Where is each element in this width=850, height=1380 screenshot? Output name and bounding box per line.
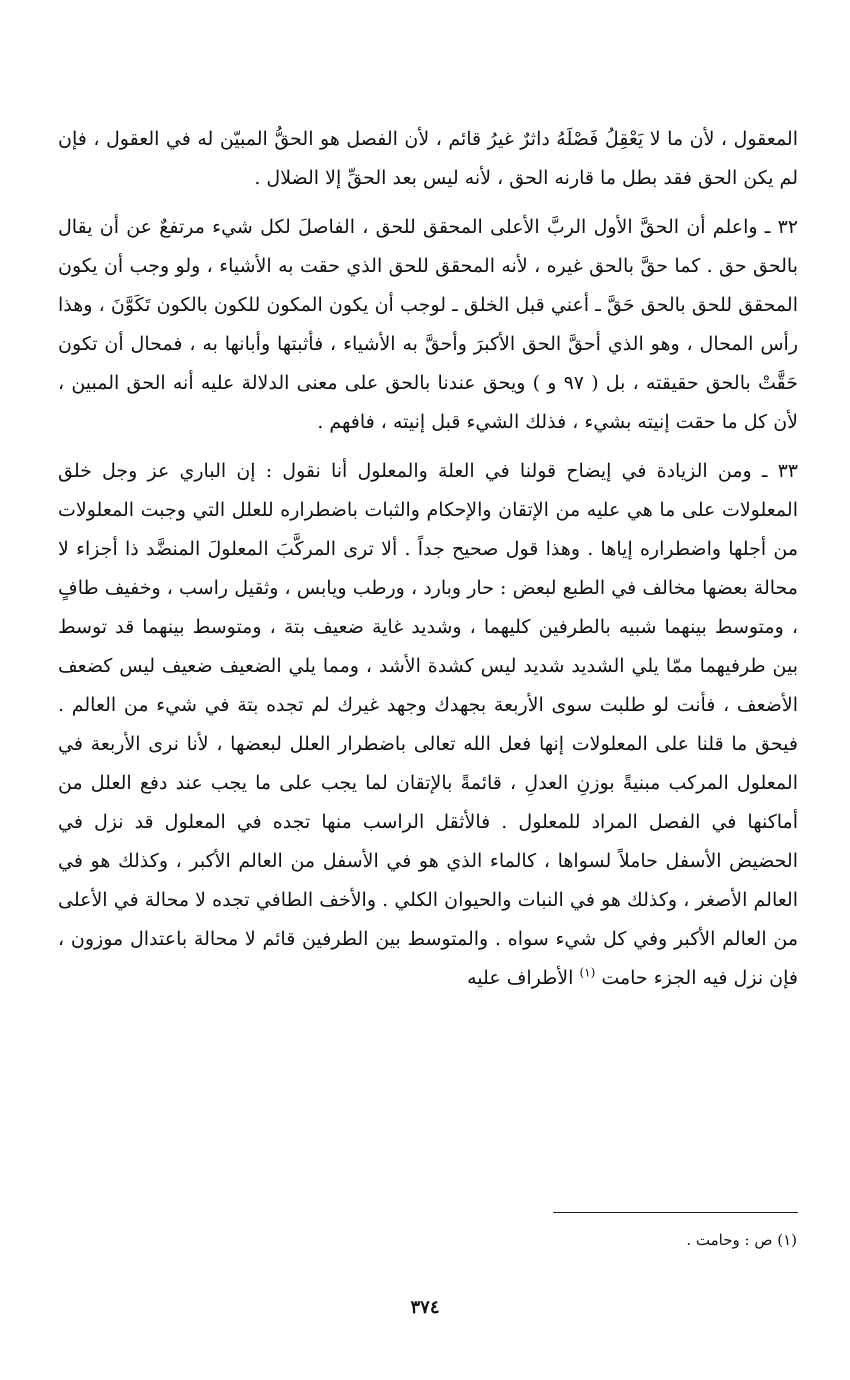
- main-text: [58, 120, 798, 1008]
- paragraph-33: [58, 452, 798, 998]
- page-number: ٣٧٤: [410, 1297, 440, 1318]
- paragraph-32: ٣٢ ـ واعلم أن الحقَّ الأول الربَّ الأعلى المحقق للحق ، الفاصلَ لكل شيء مرتفعٌ عن أن يقال بالحق حق . كما حقَّ بالحق غيره ، لأنه المحقق للحق الذي حقت به الأشياء ، ولو وجب أن يكون المحقق للحق بالحق حَقَّ ـ أعني قبل الخلق ـ لوجب أن يكون المكون للكون بالكون تَكَوَّنَ ، وهذا رأس المحال ، وهو الذي أحقَّ الحق الأكبرَ وأحقَّ به الأشياء ، فأثبتها وأبانها به ، فمحال أن تكون حَقَّتْ بالحق حقيقته ، بل ( ٩٧ و ) ويحق عندنا بالحق على معنى الدلالة عليه أنه الحق المبين ، لأن كل ما حقت إنيته بشيء ، فذلك الشيء قبل إنيته ، فافهم .: [58, 216, 798, 433]
- footnote-reference: (١): [579, 965, 596, 980]
- footnote: (١) ص : وحامت .: [686, 1231, 797, 1249]
- paragraph-33-tail: الأطراف عليه: [467, 967, 580, 989]
- paragraph-continuation: المعقول ، لأن ما لا يَعْقِلُ فَصْلَهُ داثرٌ غيرُ قائم ، لأن الفصل هو الحقُّ المبيّن له في العقول ، فإن لم يكن الحق فقد بطل ما قارنه الحق ، لأنه ليس بعد الحقِّ إلا الضلال .: [58, 128, 798, 189]
- footnote-divider: [553, 1212, 798, 1213]
- paragraph-33-text: ٣٣ ـ ومن الزيادة في إيضاح قولنا في العلة والمعلول أنا نقول : إن الباري عز وجل خلق المعلولات على ما هي عليه من الإتقان والإحكام والثبات باضطراره للعلل التي وجبت المعلولات من أجلها واضطراره إياها . وهذا قول صحيح جداً . ألا ترى المركَّبَ المعلولَ المنضَّد ذا أجزاء لا محالة بعضها مخالف في الطبع لبعض : حار وبارد ، ورطب ويابس ، وثقيل راسب ، وخفيف طافٍ ، ومتوسط بينهما شبيه بالطرفين كليهما ، وشديد غاية ضعيف بتة ، ومتوسط بينهما قد توسط بين طرفيهما ممّا يلي الشديد شديد ليس كشدة الأشد ، ومما يلي الضعيف ضعيف ليس كضعف الأضعف ، فأنت لو طلبت سوى الأربعة بجهدك وجهد غيرك لم تجده بتة في شيء من العالم . فيحق ما قلنا على المعلولات إنها فعل الله تعالى باضطرار العلل لبعضها ، لأنا نرى الأربعة في المعلول المركب مبنيةً بوزنِ العدلِ ، قائمةً بالإتقان لما يجب على ما يجب عند دفع العلل من أماكنها في الفصل المراد للمعلول . فالأثقل الراسب منها تجده في المعلول قد نزل في الحضيض الأسفل حاملاً لسواها ، كالماء الذي هو في الأسفل من العالم الأكبر ، وكذلك هو في العالم الأصغر ، وكذلك هو في النبات والحيوان الكلي . والأخف الطافي تجده لا محالة في الأعلى من العالم الأكبر وفي كل شيء سواه . والمتوسط بين الطرفين قائم لا محالة باعتدال موزون ، فإن نزل فيه الجزء حامت: [58, 460, 798, 989]
